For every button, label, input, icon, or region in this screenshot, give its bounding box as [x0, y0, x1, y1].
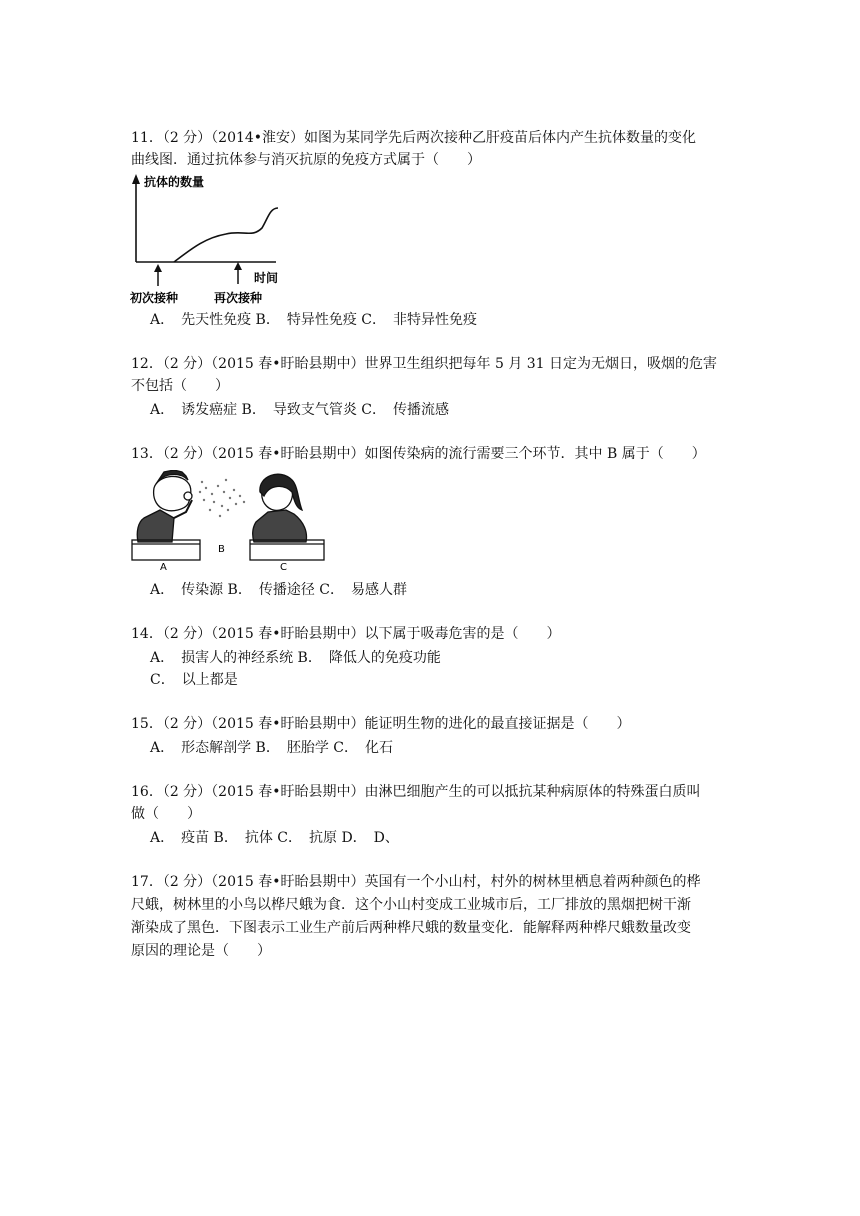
- first-vaccination-label: 初次接种: [130, 291, 179, 305]
- antibody-curve-figure: [128, 172, 288, 306]
- disease-transmission-figure: [130, 470, 330, 574]
- q16-stem-line-2: 做（ ）: [131, 806, 201, 822]
- q17-stem-line-2: 尺蛾，树林里的小鸟以桦尺蛾为食．这个小山村变成工业城市后，工厂排放的黑烟把树干渐: [131, 897, 691, 913]
- person-c-illustration: [253, 474, 307, 542]
- label-b: B: [218, 544, 225, 555]
- q13-options: A． 传染源 B． 传播途径 C． 易感人群: [150, 582, 408, 598]
- q14-options-line-1: A． 损害人的神经系统 B． 降低人的免疫功能: [150, 650, 441, 666]
- q15-options: A． 形态解剖学 B． 胚胎学 C． 化石: [150, 740, 394, 756]
- person-a-illustration: [137, 470, 192, 542]
- q11-stem-line-2: 曲线图．通过抗体参与消灭抗原的免疫方式属于（ ）: [131, 152, 481, 168]
- q11-stem-line-1: 11．（2 分）（2014•淮安）如图为某同学先后两次接种乙肝疫苗后体内产生抗体数量的变化: [131, 130, 697, 146]
- q17-stem-line-3: 渐染成了黑色．下图表示工业生产前后两种桦尺蛾的数量变化．能解释两种桦尺蛾数量改变: [131, 920, 691, 936]
- q11-options: A． 先天性免疫 B． 特异性免疫 C． 非特异性免疫: [150, 312, 478, 328]
- q14-options-line-2: C． 以上都是: [150, 672, 238, 688]
- antibody-axis-label: 抗体的数量: [144, 175, 205, 189]
- q12-stem-line-1: 12．（2 分）（2015 春•盱眙县期中）世界卫生组织把每年 5 月 31 日定为无烟日，吸烟的危害: [131, 356, 718, 372]
- q16-stem-line-1: 16．（2 分）（2015 春•盱眙县期中）由淋巴细胞产生的可以抵抗某种病原体的特殊蛋白质叫: [131, 784, 701, 800]
- q17-stem-line-1: 17．（2 分）（2015 春•盱眙县期中）英国有一个小山村，村外的树林里栖息着两种颜色的桦: [131, 874, 701, 890]
- q12-options: A． 诱发癌症 B． 导致支气管炎 C． 传播流感: [150, 402, 450, 418]
- q17-stem-line-4: 原因的理论是（ ）: [131, 943, 271, 959]
- q16-options: A． 疫苗 B． 抗体 C． 抗原 D． D、: [150, 830, 399, 846]
- desk-a: [132, 540, 200, 560]
- second-vaccination-label: 再次接种: [214, 291, 263, 305]
- label-a: A: [160, 562, 167, 573]
- droplet-spray: [199, 479, 245, 517]
- time-axis-label: 时间: [254, 271, 279, 285]
- q15-stem-line-1: 15．（2 分）（2015 春•盱眙县期中）能证明生物的进化的最直接证据是（ ）: [131, 716, 631, 732]
- label-c: C: [280, 562, 287, 573]
- desk-c: [250, 540, 324, 560]
- q14-stem-line-1: 14．（2 分）（2015 春•盱眙县期中）以下属于吸毒危害的是（ ）: [131, 626, 561, 642]
- q13-stem-line-1: 13．（2 分）（2015 春•盱眙县期中）如图传染病的流行需要三个环节．其中 B 属于（ ）: [131, 446, 706, 462]
- q12-stem-line-2: 不包括（ ）: [131, 378, 229, 394]
